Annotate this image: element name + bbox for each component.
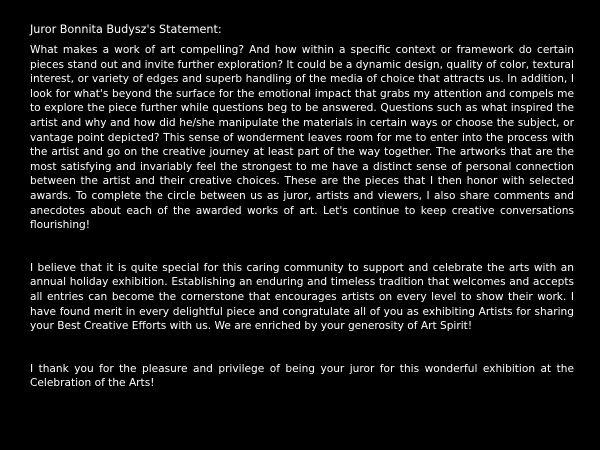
statement-paragraph-2: I believe that it is quite special for this caring community to support and celebrate the arts with an annual holiday exhibition. Establishing an enduring and timeless tradition that welcomes and accepts all entries can become the cornerstone that encourages artists on every level to show their work. I have found merit in every delightful piece and congratulate all of you as exhibiting Artists for sharing your Best Creative Efforts with us. We are enriched by your generosity of Art Spirit!	[30, 261, 574, 333]
statement-paragraph-3: I thank you for the pleasure and privilege of being your juror for this wonderful exhibition at the Celebration of the Arts!	[30, 362, 574, 390]
statement-paragraph-1: What makes a work of art compelling? And how within a specific context or framework do certain pieces stand out and invite further exploration? It could be a dynamic design, quality of color, textural interest, or variety of edges and superb handling of the media of choice that attracts us. In addition, I look for what's beyond the surface for the emotional impact that grabs my attention and compels me to explore the piece further while questions beg to be answered. Questions such as what inspired the artist and why and how did he/she manipulate the materials in certain ways or choose the subject, or vantage point depicted? This sense of wonderment leaves room for me to enter into the process with the artist and go on the creative journey at least part of the way together. The artworks that are the most satisfying and invariably feel the strongest to me have a distinct sense of personal connection between the artist and their creative choices. These are the pieces that I then honor with selected awards. To complete the circle between us as juror, artists and viewers, I also share comments and anecdotes about each of the awarded works of art. Let's continue to keep creative conversations flourishing!	[30, 44, 574, 232]
statement-heading: Juror Bonnita Budysz's Statement:	[30, 23, 222, 36]
